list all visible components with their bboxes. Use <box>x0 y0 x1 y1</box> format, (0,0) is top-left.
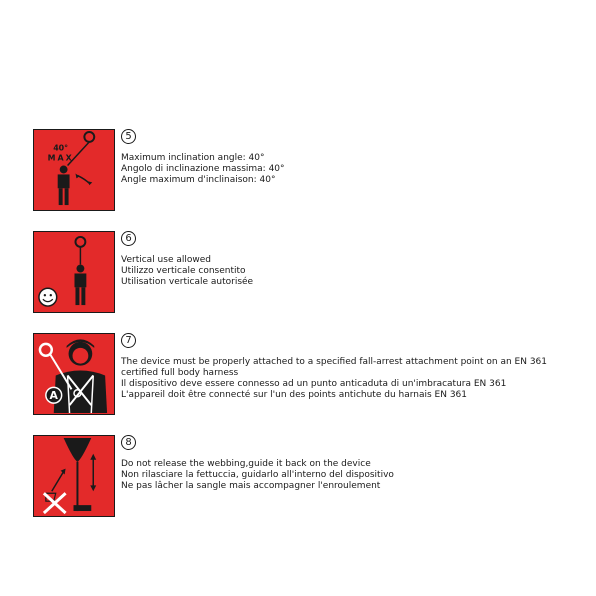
text-en: Maximum inclination angle: 40° <box>121 153 265 163</box>
text-it: Angolo di inclinazione massima: 40° <box>121 164 285 174</box>
instruction-text-6 <box>121 255 561 288</box>
instruction-text-7 <box>121 357 561 401</box>
text-en: Do not release the webbing,guide it back on the device <box>121 459 371 469</box>
text-fr: Angle maximum d'inclinaison: 40° <box>121 175 276 185</box>
text-fr: Ne pas lâcher la sangle mais accompagner l'enroulement <box>121 481 381 491</box>
instruction-row-8 <box>33 435 573 525</box>
instruction-text-5 <box>121 153 561 186</box>
tile-label-a: A <box>49 389 58 403</box>
instruction-row-6 <box>33 231 573 321</box>
text-fr: L'appareil doit être connecté sur l'un des points antichute du harnais EN 361 <box>121 390 467 400</box>
text-it: Utilizzo verticale consentito <box>121 266 246 276</box>
inclination-figure-icon <box>33 129 115 211</box>
text-it: Non rilasciare la fettuccia, guidarlo all'interno del dispositivo <box>121 470 394 480</box>
text-en: The device must be properly attached to a specified fall-arrest attachment point on an EN 361 certified full body harness <box>121 357 548 378</box>
step-number-7: 7 <box>121 333 136 348</box>
tile-label-angle: 40° <box>53 143 69 153</box>
step-number-5: 5 <box>121 129 136 144</box>
text-it: Il dispositivo deve essere connesso ad un punto anticaduta di un'imbracatura EN 361 <box>121 379 507 389</box>
step-number-8: 8 <box>121 435 136 450</box>
instruction-row-7 <box>33 333 573 423</box>
text-fr: Utilisation verticale autorisée <box>121 277 254 287</box>
webbing-guide-icon <box>33 435 115 517</box>
smiley-icon <box>39 288 57 306</box>
tile-label-max: MAX <box>47 153 74 163</box>
text-en: Vertical use allowed <box>121 255 211 265</box>
instruction-text-8 <box>121 459 561 492</box>
instruction-row-5 <box>33 129 573 219</box>
vertical-use-figure-icon <box>33 231 115 313</box>
harness-attachment-icon <box>33 333 115 415</box>
step-number-6: 6 <box>121 231 136 246</box>
